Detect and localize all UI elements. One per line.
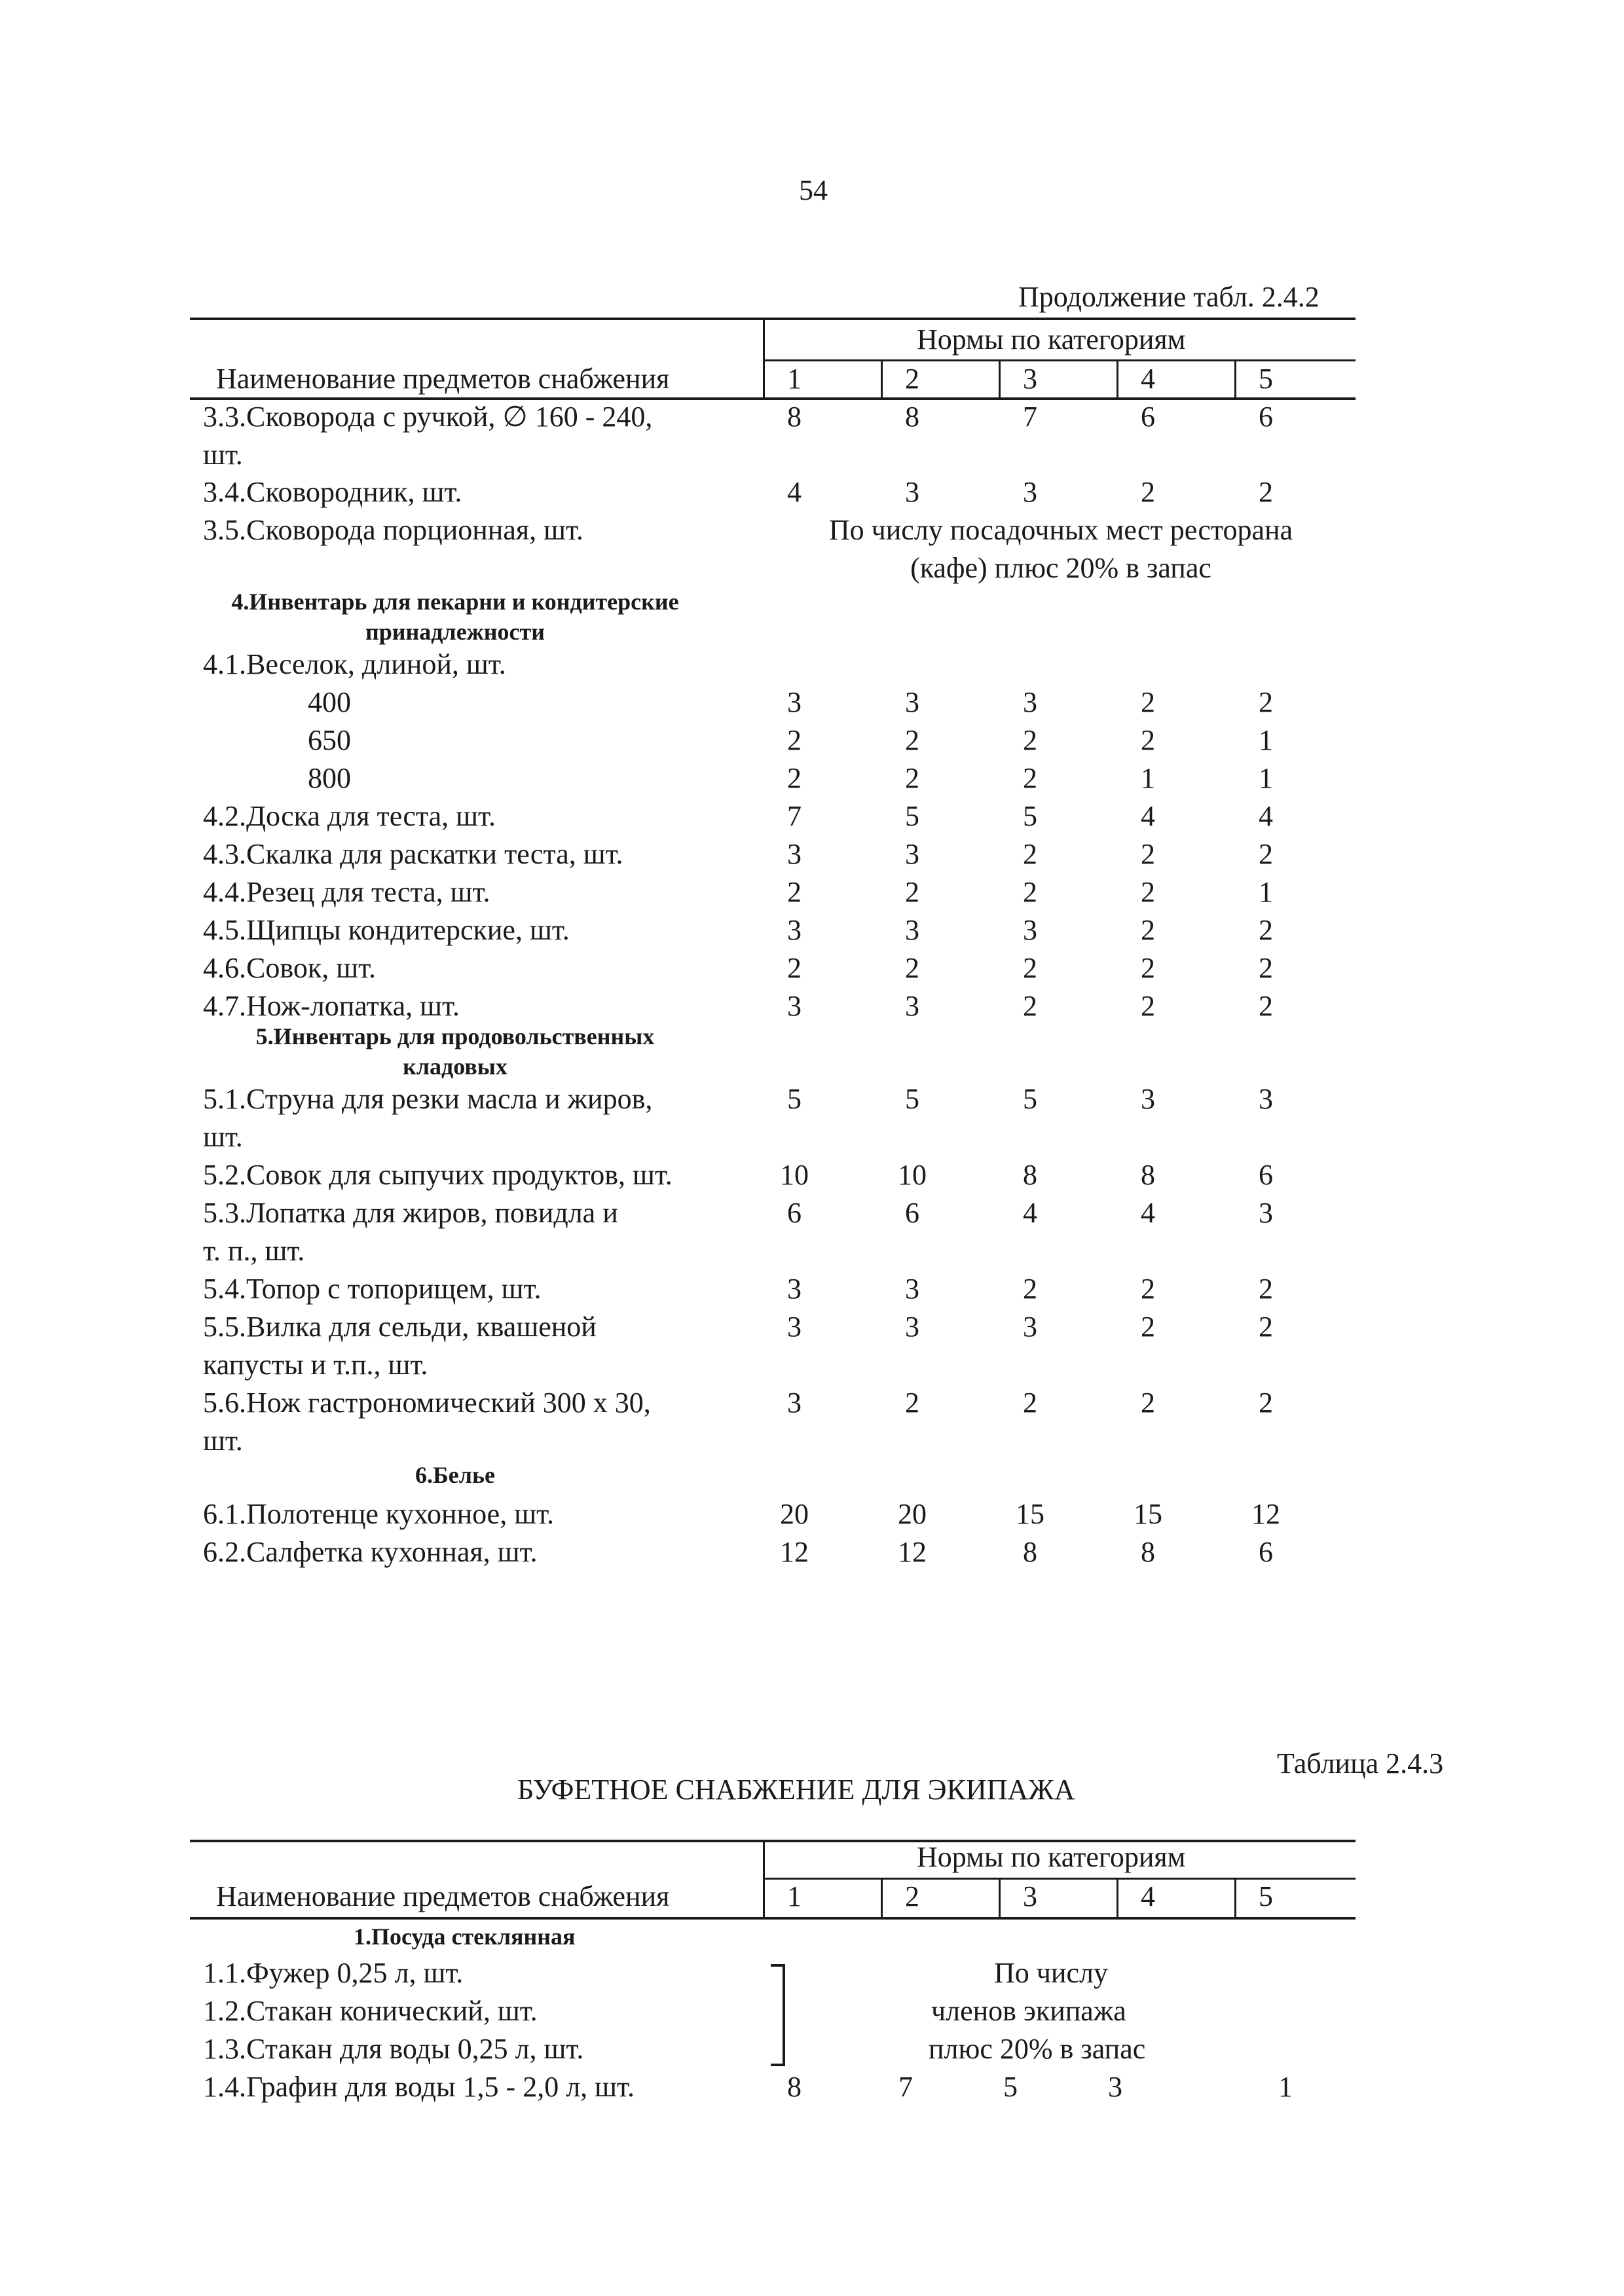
table2-item-row: 1.4.Графин для воды 1,5 - 2,0 л, шт. bbox=[203, 2071, 635, 2103]
table1-cell: 2 bbox=[1259, 952, 1273, 984]
table1-cell: 3 bbox=[787, 990, 802, 1022]
table1-cell: 3 bbox=[905, 990, 919, 1022]
table1-cell: 2 bbox=[1259, 476, 1273, 508]
table1-cell: 4 bbox=[1259, 800, 1273, 832]
table1-cell: 2 bbox=[1259, 914, 1273, 946]
table1-cell: 6 bbox=[1141, 401, 1155, 433]
table1-cell: 12 bbox=[898, 1536, 927, 1568]
table1-row-label: 6.2.Салфетка кухонная, шт. bbox=[203, 1536, 538, 1568]
table1-cell: 2 bbox=[905, 952, 919, 984]
table1-row-label: 3.4.Сковородник, шт. bbox=[203, 476, 462, 508]
table1-cell: 3 bbox=[1141, 1083, 1155, 1115]
table1-cell: 2 bbox=[1259, 1387, 1273, 1419]
table1-cell: 2 bbox=[1141, 1273, 1155, 1305]
page-number: 54 bbox=[799, 174, 828, 206]
table1-cell: 2 bbox=[1141, 876, 1155, 908]
table2-name-header: Наименование предметов снабжения bbox=[216, 1880, 670, 1912]
table1-cell: 2 bbox=[905, 762, 919, 794]
bracket-note-line: По числу bbox=[994, 1957, 1108, 1989]
table1-cell: 10 bbox=[780, 1159, 809, 1191]
table1-cell: 2 bbox=[787, 876, 802, 908]
table1-cell: 6 bbox=[905, 1197, 919, 1229]
table1-cell: 2 bbox=[1141, 1387, 1155, 1419]
table1-cell: 8 bbox=[905, 401, 919, 433]
table1-row-label: шт. bbox=[203, 439, 243, 471]
table1-cell: 2 bbox=[1259, 838, 1273, 870]
table1-cell: 8 bbox=[1141, 1159, 1155, 1191]
table2-label: Таблица 2.4.3 bbox=[1277, 1747, 1444, 1779]
table1-cell: 2 bbox=[1141, 686, 1155, 718]
table1-row-label: 4.3.Скалка для раскатки теста, шт. bbox=[203, 838, 623, 870]
table1-cell: 2 bbox=[1023, 762, 1037, 794]
table1-cell: 2 bbox=[1023, 952, 1037, 984]
table1-cell: 2 bbox=[1023, 724, 1037, 756]
table1-cell: 3 bbox=[905, 1311, 919, 1343]
table1-top-rule bbox=[190, 318, 1356, 320]
table1-row-label: 6.1.Полотенце кухонное, шт. bbox=[203, 1498, 554, 1530]
table1-cell: 10 bbox=[898, 1159, 927, 1191]
table1-row-label: 400 bbox=[308, 686, 351, 718]
right-bracket bbox=[769, 1963, 796, 2068]
table1-cell: 2 bbox=[1023, 838, 1037, 870]
table2-cell: 3 bbox=[1108, 2071, 1122, 2103]
table1-cell: 3 bbox=[787, 686, 802, 718]
table1-row-label: 5.3.Лопатка для жиров, повидла и bbox=[203, 1197, 618, 1229]
table1-row-label: капусты и т.п., шт. bbox=[203, 1349, 428, 1381]
table1-cell: 20 bbox=[780, 1498, 809, 1530]
table2-item-row: 1.1.Фужер 0,25 л, шт. bbox=[203, 1957, 464, 1989]
table1-spanning-note: По числу посадочных мест ресторана bbox=[828, 514, 1293, 546]
table1-cell: 6 bbox=[1259, 1159, 1273, 1191]
table1-cell: 3 bbox=[787, 1273, 802, 1305]
table1-cell: 3 bbox=[905, 686, 919, 718]
table1-row-label: 4.6.Совок, шт. bbox=[203, 952, 376, 984]
table1-cell: 2 bbox=[905, 1387, 919, 1419]
table1-cell: 3 bbox=[1023, 914, 1037, 946]
category-header: 3 bbox=[1023, 363, 1037, 395]
table1-cell: 4 bbox=[1023, 1197, 1037, 1229]
table1-cell: 2 bbox=[1259, 1311, 1273, 1343]
category-header: 5 bbox=[1259, 363, 1273, 395]
table1-cell: 2 bbox=[1023, 1387, 1037, 1419]
table1-cell: 3 bbox=[787, 1387, 802, 1419]
table1-cell: 8 bbox=[1023, 1536, 1037, 1568]
table-continuation-label: Продолжение табл. 2.4.2 bbox=[1018, 281, 1320, 313]
table1-row-label: 4.5.Щипцы кондитерские, шт. bbox=[203, 914, 570, 946]
table1-cell: 3 bbox=[1023, 1311, 1037, 1343]
table1-row-label: 800 bbox=[308, 762, 351, 794]
table1-cell: 4 bbox=[787, 476, 802, 508]
table1-section-heading: принадлежности bbox=[365, 619, 545, 645]
table1-cell: 3 bbox=[1023, 686, 1037, 718]
table1-row-label: 5.4.Топор с топорищем, шт. bbox=[203, 1273, 542, 1305]
table1-cell: 3 bbox=[905, 476, 919, 508]
table1-cell: 2 bbox=[1023, 1273, 1037, 1305]
table1-row-label: шт. bbox=[203, 1121, 243, 1153]
table1-row-label: 3.3.Сковорода с ручкой, ∅ 160 - 240, bbox=[203, 401, 653, 433]
category-header: 1 bbox=[787, 1880, 802, 1912]
table2-section-heading: 1.Посуда стеклянная bbox=[354, 1923, 576, 1950]
table1-row-label: 5.2.Совок для сыпучих продуктов, шт. bbox=[203, 1159, 673, 1191]
table1-cell: 2 bbox=[1141, 838, 1155, 870]
table1-name-header: Наименование предметов снабжения bbox=[216, 363, 670, 395]
table1-cell: 5 bbox=[905, 1083, 919, 1115]
bracket-note-line: членов экипажа bbox=[931, 1995, 1126, 2027]
table1-cell: 2 bbox=[1259, 1273, 1273, 1305]
table1-cell: 2 bbox=[1141, 724, 1155, 756]
table2-item-row: 1.2.Стакан конический, шт. bbox=[203, 1995, 538, 2027]
table1-cell: 7 bbox=[1023, 401, 1037, 433]
table1-cell: 15 bbox=[1016, 1498, 1044, 1530]
table1-row-label: 4.1.Веселок, длиной, шт. bbox=[203, 648, 506, 680]
table1-row-label: 5.6.Нож гастрономический 300 x 30, bbox=[203, 1387, 651, 1419]
table2-cell: 1 bbox=[1278, 2071, 1293, 2103]
table1-spanning-note: (кафе) плюс 20% в запас bbox=[910, 552, 1211, 584]
table1-cell: 2 bbox=[1259, 990, 1273, 1022]
table1-cell: 2 bbox=[787, 952, 802, 984]
table1-row-label: 5.1.Струна для резки масла и жиров, bbox=[203, 1083, 653, 1115]
table1-cell: 1 bbox=[1141, 762, 1155, 794]
table1-row-label: т. п., шт. bbox=[203, 1235, 305, 1267]
table1-cell: 2 bbox=[787, 762, 802, 794]
table1-cell: 2 bbox=[1141, 476, 1155, 508]
table1-row-label: 4.7.Нож-лопатка, шт. bbox=[203, 990, 460, 1022]
table1-cell: 20 bbox=[898, 1498, 927, 1530]
table1-cell: 8 bbox=[787, 401, 802, 433]
table1-cell: 3 bbox=[905, 1273, 919, 1305]
table1-row-label: 650 bbox=[308, 724, 351, 756]
table1-cell: 3 bbox=[787, 1311, 802, 1343]
table1-section-heading: 5.Инвентарь для продовольственных bbox=[255, 1023, 655, 1049]
table1-cell: 12 bbox=[780, 1536, 809, 1568]
category-header: 2 bbox=[905, 363, 919, 395]
table1-cell: 1 bbox=[1259, 762, 1273, 794]
table2-cell: 7 bbox=[898, 2071, 913, 2103]
table1-section-heading: 4.Инвентарь для пекарни и кондитерские bbox=[231, 589, 679, 615]
category-header: 5 bbox=[1259, 1880, 1273, 1912]
category-header: 4 bbox=[1141, 1880, 1155, 1912]
table1-section-heading: кладовых bbox=[403, 1053, 507, 1080]
table2-item-row: 1.3.Стакан для воды 0,25 л, шт. bbox=[203, 2033, 584, 2065]
table1-cell: 3 bbox=[905, 838, 919, 870]
category-header: 3 bbox=[1023, 1880, 1037, 1912]
table1-cell: 6 bbox=[787, 1197, 802, 1229]
table1-cell: 3 bbox=[1023, 476, 1037, 508]
table1-cell: 4 bbox=[1141, 800, 1155, 832]
table1-cell: 7 bbox=[787, 800, 802, 832]
category-header: 4 bbox=[1141, 363, 1155, 395]
table2-cell: 8 bbox=[787, 2071, 802, 2103]
table1-cell: 5 bbox=[905, 800, 919, 832]
table1-cell: 2 bbox=[1141, 914, 1155, 946]
table1-cell: 3 bbox=[787, 914, 802, 946]
table1-cell: 15 bbox=[1134, 1498, 1162, 1530]
table1-norms-header: Нормы по категориям bbox=[917, 323, 1186, 355]
table1-cell: 5 bbox=[1023, 1083, 1037, 1115]
table1-cell: 4 bbox=[1141, 1197, 1155, 1229]
table1-cell: 2 bbox=[1141, 1311, 1155, 1343]
table2-header-rule bbox=[190, 1917, 1356, 1920]
table1-row-label: 5.5.Вилка для сельди, квашеной bbox=[203, 1311, 597, 1343]
table1-cell: 3 bbox=[905, 914, 919, 946]
table2-norms-header: Нормы по категориям bbox=[917, 1841, 1186, 1873]
table1-cell: 5 bbox=[787, 1083, 802, 1115]
table1-cell: 2 bbox=[905, 876, 919, 908]
table1-cell: 2 bbox=[1023, 876, 1037, 908]
table1-row-label: 4.2.Доска для теста, шт. bbox=[203, 800, 496, 832]
table1-cell: 1 bbox=[1259, 724, 1273, 756]
table1-cell: 8 bbox=[1023, 1159, 1037, 1191]
table1-cell: 3 bbox=[787, 838, 802, 870]
table1-cell: 2 bbox=[905, 724, 919, 756]
category-header: 2 bbox=[905, 1880, 919, 1912]
category-header: 1 bbox=[787, 363, 802, 395]
table2-cell: 5 bbox=[1003, 2071, 1018, 2103]
table1-cell: 2 bbox=[787, 724, 802, 756]
table1-cell: 1 bbox=[1259, 876, 1273, 908]
table1-row-label: шт. bbox=[203, 1425, 243, 1457]
table1-row-label: 3.5.Сковорода порционная, шт. bbox=[203, 514, 583, 546]
table1-cell: 3 bbox=[1259, 1197, 1273, 1229]
table1-cell: 2 bbox=[1023, 990, 1037, 1022]
table1-cell: 2 bbox=[1141, 990, 1155, 1022]
table1-cell: 8 bbox=[1141, 1536, 1155, 1568]
table1-cell: 6 bbox=[1259, 401, 1273, 433]
table1-cell: 2 bbox=[1141, 952, 1155, 984]
table1-cell: 6 bbox=[1259, 1536, 1273, 1568]
table1-cell: 2 bbox=[1259, 686, 1273, 718]
table1-cell: 3 bbox=[1259, 1083, 1273, 1115]
table1-cell: 5 bbox=[1023, 800, 1037, 832]
table2-title: БУФЕТНОЕ СНАБЖЕНИЕ ДЛЯ ЭКИПАЖА bbox=[517, 1774, 1075, 1806]
table1-cell: 12 bbox=[1251, 1498, 1280, 1530]
table1-section-heading: 6.Белье bbox=[415, 1462, 495, 1488]
table1-row-label: 4.4.Резец для теста, шт. bbox=[203, 876, 490, 908]
bracket-note-line: плюс 20% в запас bbox=[929, 2033, 1146, 2065]
